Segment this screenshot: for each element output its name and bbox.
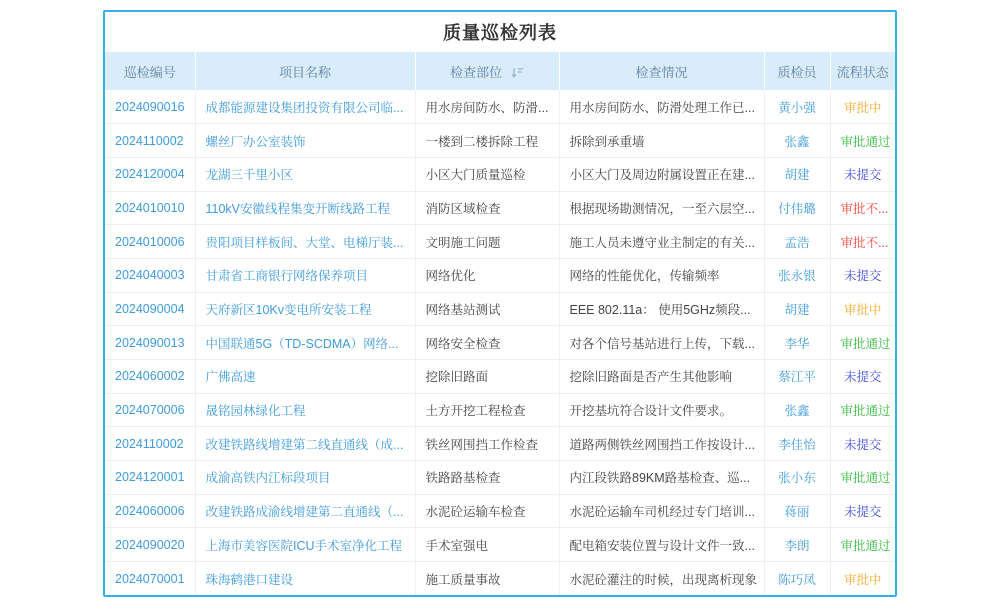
inspector-cell[interactable]: 蒋丽 — [764, 494, 830, 528]
inspector-cell[interactable]: 黄小强 — [764, 90, 830, 124]
column-header-label: 质检员 — [777, 64, 817, 80]
part-cell: 土方开挖工程检查 — [415, 393, 559, 427]
column-header-label: 检查情况 — [635, 64, 688, 80]
page-title: 质量巡检列表 — [443, 23, 557, 43]
part-cell: 网络基站测试 — [415, 292, 559, 326]
project-cell[interactable]: 110kV安徽线程集变开断线路工程 — [195, 191, 415, 225]
inspector-cell[interactable]: 张永银 — [764, 258, 830, 292]
part-cell: 消防区域检查 — [415, 191, 559, 225]
project-cell[interactable]: 龙湖三千里小区 — [195, 157, 415, 191]
inspection-table — [105, 52, 895, 595]
part-cell: 手术室强电 — [415, 528, 559, 562]
table-row — [105, 258, 895, 292]
id-cell[interactable]: 2024070006 — [105, 393, 195, 427]
project-cell[interactable]: 天府新区10Kv变电所安装工程 — [195, 292, 415, 326]
table-row — [105, 427, 895, 461]
table-row — [105, 292, 895, 326]
id-cell[interactable]: 2024110002 — [105, 427, 195, 461]
project-cell[interactable]: 广佛高速 — [195, 360, 415, 394]
status-cell: 审批通过 — [830, 326, 895, 360]
project-cell[interactable]: 贵阳项目样板间、大堂、电梯厅装... — [195, 225, 415, 259]
project-cell[interactable]: 上海市美容医院ICU手术室净化工程 — [195, 528, 415, 562]
id-cell[interactable]: 2024090020 — [105, 528, 195, 562]
inspector-cell[interactable]: 胡建 — [764, 292, 830, 326]
part-cell: 网络优化 — [415, 258, 559, 292]
part-cell: 用水房间防水、防滑... — [415, 90, 559, 124]
part-cell: 铁路路基检查 — [415, 461, 559, 495]
id-cell[interactable]: 2024120001 — [105, 461, 195, 495]
table-body — [105, 90, 895, 595]
inspector-cell[interactable]: 陈巧凤 — [764, 562, 830, 596]
id-cell[interactable]: 2024090013 — [105, 326, 195, 360]
status-cell: 审批不... — [830, 225, 895, 259]
project-cell[interactable]: 改建铁路线增建第二线直通线（成... — [195, 427, 415, 461]
project-cell[interactable]: 甘肃省工商银行网络保养项目 — [195, 258, 415, 292]
situation-cell: 内江段铁路89KM路基检查、巡... — [559, 461, 764, 495]
table-row — [105, 157, 895, 191]
part-cell: 小区大门质量巡检 — [415, 157, 559, 191]
status-cell: 审批通过 — [830, 461, 895, 495]
status-cell: 未提交 — [830, 427, 895, 461]
part-cell: 水泥砼运输车检查 — [415, 494, 559, 528]
column-header-id — [105, 52, 195, 90]
project-cell[interactable]: 成渝高铁内江标段项目 — [195, 461, 415, 495]
id-cell[interactable]: 2024110002 — [105, 124, 195, 158]
column-header-label: 巡检编号 — [123, 64, 176, 80]
part-cell: 文明施工问题 — [415, 225, 559, 259]
part-cell: 铁丝网围挡工作检查 — [415, 427, 559, 461]
id-cell[interactable]: 2024090004 — [105, 292, 195, 326]
table-row — [105, 461, 895, 495]
project-cell[interactable]: 珠海鹤港口建设 — [195, 562, 415, 596]
inspector-cell[interactable]: 付伟璐 — [764, 191, 830, 225]
part-cell: 网络安全检查 — [415, 326, 559, 360]
table-row — [105, 90, 895, 124]
status-cell: 审批中 — [843, 572, 882, 587]
column-header-label: 检查部位 — [450, 64, 503, 80]
table-row — [105, 326, 895, 360]
column-header-label: 项目名称 — [278, 64, 331, 80]
situation-cell: 对各个信号基站进行上传，下载... — [559, 326, 764, 360]
table-row — [105, 124, 895, 158]
status-cell: 审批通过 — [830, 124, 895, 158]
situation-cell: 用水房间防水、防滑处理工作已... — [559, 90, 764, 124]
status-cell: 未提交 — [830, 258, 895, 292]
id-cell[interactable]: 2024070001 — [105, 562, 195, 596]
situation-cell: 水泥砼灌注的时候，出现离析现象 — [559, 562, 764, 596]
status-cell: 审批通过 — [830, 393, 895, 427]
part-cell: 一楼到二楼拆除工程 — [415, 124, 559, 158]
project-cell[interactable]: 改建铁路成渝线增建第二直通线（... — [195, 494, 415, 528]
status-cell: 审批中 — [830, 292, 895, 326]
situation-cell: 施工人员未遵守业主制定的有关... — [559, 225, 764, 259]
id-cell[interactable]: 2024060002 — [105, 360, 195, 394]
table-row — [105, 528, 895, 562]
inspector-cell[interactable]: 张鑫 — [764, 124, 830, 158]
status-cell: 审批通过 — [830, 528, 895, 562]
situation-cell: 网络的性能优化，传输频率 — [559, 258, 764, 292]
inspector-cell[interactable]: 胡建 — [764, 157, 830, 191]
situation-cell: 挖除旧路面是否产生其他影响 — [559, 360, 764, 394]
table-row — [105, 393, 895, 427]
status-cell: 未提交 — [830, 360, 895, 394]
column-header-label: 流程状态 — [836, 64, 889, 80]
inspector-cell[interactable]: 李朗 — [764, 528, 830, 562]
id-cell[interactable]: 2024120004 — [105, 157, 195, 191]
situation-cell: 道路两侧铁丝网围挡工作按设计... — [559, 427, 764, 461]
status-cell: 审批中 — [830, 90, 895, 124]
situation-cell: 配电箱安装位置与设计文件一致... — [559, 528, 764, 562]
inspector-cell[interactable]: 蔡江平 — [764, 360, 830, 394]
situation-cell: 水泥砼运输车司机经过专门培训... — [559, 494, 764, 528]
id-cell[interactable]: 2024010010 — [105, 191, 195, 225]
table-row — [105, 494, 895, 528]
project-cell[interactable]: 中国联通5G（TD-SCDMA）网络... — [195, 326, 415, 360]
column-header-status — [830, 52, 895, 90]
project-cell[interactable]: 螺丝厂办公室装饰 — [195, 124, 415, 158]
column-header-project — [195, 52, 415, 90]
situation-cell: EEE 802.11a： 使用5GHz频段... — [559, 292, 764, 326]
situation-cell: 根据现场勘测情况，一至六层空... — [559, 191, 764, 225]
inspector-cell[interactable]: 李佳怡 — [764, 427, 830, 461]
id-cell[interactable]: 2024090016 — [105, 90, 195, 124]
table-row — [105, 191, 895, 225]
column-header-inspector — [764, 52, 830, 90]
column-header-situation — [559, 52, 764, 90]
part-cell: 施工质量事故 — [415, 562, 559, 596]
situation-cell: 小区大门及周边附属设置正在建... — [559, 157, 764, 191]
column-header-part[interactable] — [415, 52, 559, 90]
project-cell[interactable]: 晟铭园林绿化工程 — [195, 393, 415, 427]
inspector-cell[interactable]: 张鑫 — [764, 393, 830, 427]
sort-descending-icon[interactable] — [511, 66, 524, 79]
id-cell[interactable]: 2024040003 — [105, 258, 195, 292]
part-cell: 挖除旧路面 — [415, 360, 559, 394]
table-row — [105, 562, 895, 596]
status-cell: 未提交 — [830, 494, 895, 528]
inspector-cell[interactable]: 孟浩 — [764, 225, 830, 259]
situation-cell: 开挖基坑符合设计文件要求。 — [559, 393, 764, 427]
id-cell[interactable]: 2024010006 — [105, 225, 195, 259]
status-cell: 审批不... — [830, 191, 895, 225]
table-row — [105, 360, 895, 394]
panel-title-bar — [105, 12, 895, 52]
inspector-cell[interactable]: 张小东 — [764, 461, 830, 495]
project-cell[interactable]: 成都能源建设集团投资有限公司临... — [195, 90, 415, 124]
quality-inspection-panel — [103, 10, 897, 597]
id-cell[interactable]: 2024060006 — [105, 494, 195, 528]
table-header — [105, 52, 895, 90]
situation-cell: 拆除到承重墙 — [559, 124, 764, 158]
table-row — [105, 225, 895, 259]
inspector-cell[interactable]: 李华 — [764, 326, 830, 360]
status-cell: 未提交 — [830, 157, 895, 191]
